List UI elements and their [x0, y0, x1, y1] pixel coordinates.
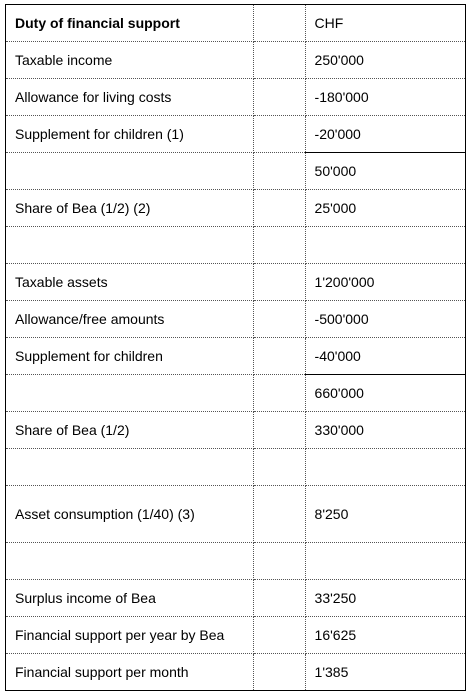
- spacer-cell: [253, 116, 305, 153]
- row-value: [305, 543, 465, 580]
- spacer-cell: [253, 153, 305, 190]
- table-row: [6, 580, 466, 617]
- table-row: [6, 486, 466, 543]
- spacer-cell: [253, 617, 305, 654]
- row-value: [305, 227, 465, 264]
- row-value: 1'385: [305, 654, 465, 691]
- row-label: Taxable assets: [6, 264, 254, 301]
- row-value: 660'000: [305, 375, 465, 412]
- row-value: 8'250: [305, 486, 465, 543]
- table-row: [6, 617, 466, 654]
- row-label: Taxable income: [6, 42, 254, 79]
- row-value: -40'000: [305, 338, 465, 375]
- spacer-cell: [253, 227, 305, 264]
- spacer-cell: [253, 654, 305, 691]
- row-value: -20'000: [305, 116, 465, 153]
- row-value: 1'200'000: [305, 264, 465, 301]
- row-value: 50'000: [305, 153, 465, 190]
- spacer-cell: [253, 449, 305, 486]
- row-label: Allowance for living costs: [6, 79, 254, 116]
- row-label: [6, 153, 254, 190]
- header-label: Duty of financial support: [6, 5, 254, 42]
- table-row: [6, 375, 466, 412]
- header-value: CHF: [305, 5, 465, 42]
- row-label: Share of Bea (1/2): [6, 412, 254, 449]
- spacer-cell: [253, 42, 305, 79]
- row-label: Supplement for children: [6, 338, 254, 375]
- row-label: Asset consumption (1/40) (3): [6, 486, 254, 543]
- row-value: 330'000: [305, 412, 465, 449]
- table-row: [6, 338, 466, 375]
- table-row-empty: [6, 449, 466, 486]
- row-label: Financial support per year by Bea: [6, 617, 254, 654]
- spacer-cell: [253, 412, 305, 449]
- row-label: [6, 375, 254, 412]
- spacer-cell: [253, 486, 305, 543]
- table-row: [6, 264, 466, 301]
- row-label: [6, 227, 254, 264]
- row-value: 16'625: [305, 617, 465, 654]
- row-label: Allowance/free amounts: [6, 301, 254, 338]
- table-header-row: [6, 5, 466, 42]
- row-value: 25'000: [305, 190, 465, 227]
- table-row: [6, 153, 466, 190]
- spacer-cell: [253, 543, 305, 580]
- financial-support-table: [5, 4, 466, 691]
- table-row: [6, 116, 466, 153]
- financial-support-table-container: [5, 4, 466, 691]
- row-value: 33'250: [305, 580, 465, 617]
- row-label: Supplement for children (1): [6, 116, 254, 153]
- row-label: [6, 449, 254, 486]
- table-row: [6, 79, 466, 116]
- row-label: Surplus income of Bea: [6, 580, 254, 617]
- table-row: [6, 654, 466, 691]
- row-value: -180'000: [305, 79, 465, 116]
- row-label: Share of Bea (1/2) (2): [6, 190, 254, 227]
- table-row: [6, 301, 466, 338]
- spacer-cell: [253, 264, 305, 301]
- spacer-cell: [253, 190, 305, 227]
- spacer-cell: [253, 5, 305, 42]
- spacer-cell: [253, 580, 305, 617]
- row-value: [305, 449, 465, 486]
- spacer-cell: [253, 338, 305, 375]
- row-value: 250'000: [305, 42, 465, 79]
- spacer-cell: [253, 79, 305, 116]
- row-label: [6, 543, 254, 580]
- table-row: [6, 412, 466, 449]
- spacer-cell: [253, 301, 305, 338]
- table-row: [6, 190, 466, 227]
- row-value: -500'000: [305, 301, 465, 338]
- table-row-empty: [6, 543, 466, 580]
- table-row-empty: [6, 227, 466, 264]
- spacer-cell: [253, 375, 305, 412]
- row-label: Financial support per month: [6, 654, 254, 691]
- table-row: [6, 42, 466, 79]
